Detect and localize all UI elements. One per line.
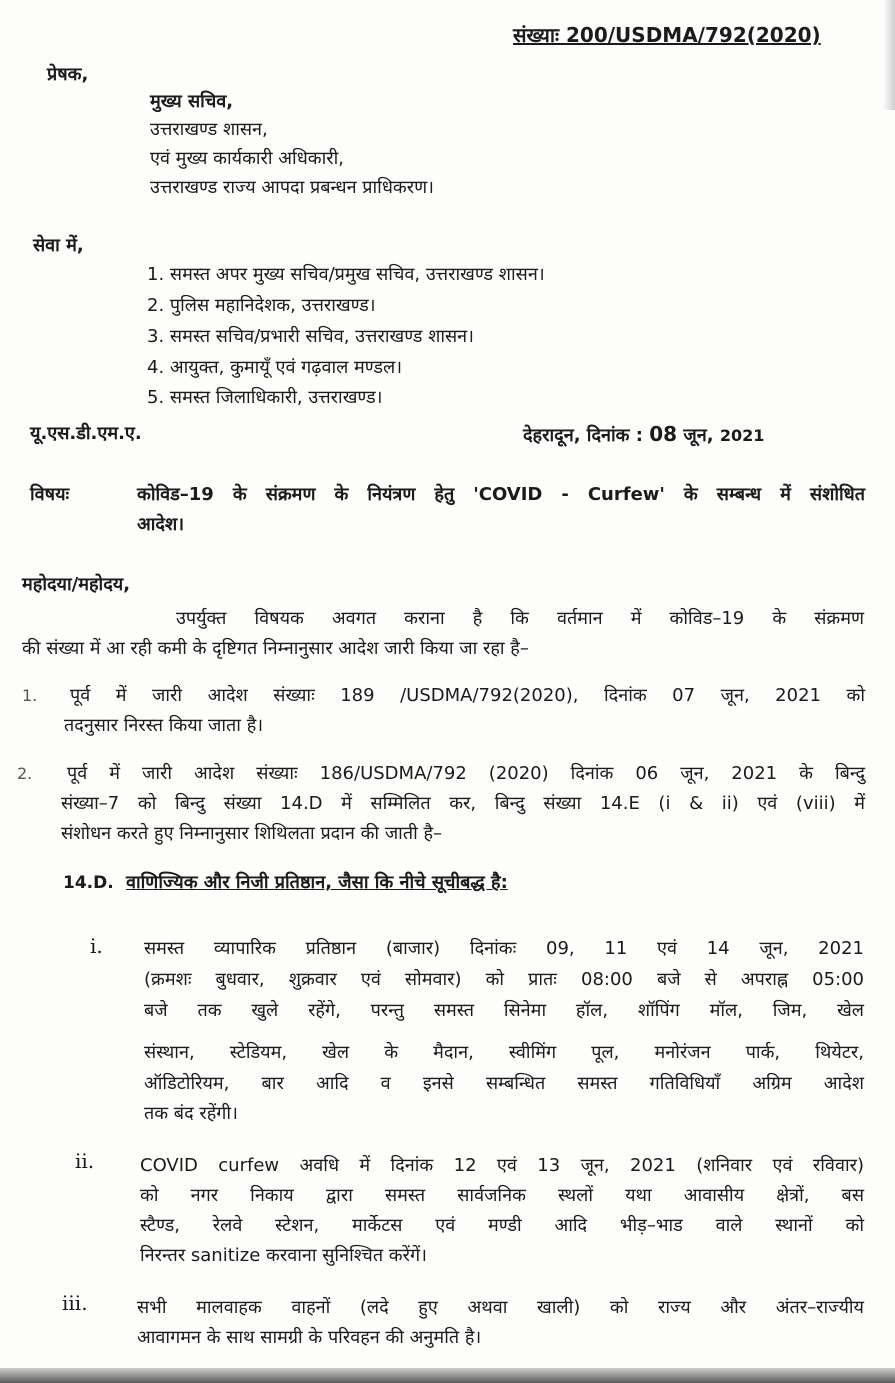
sender-title: मुख्य सचिव, [150,91,234,112]
item-line: (क्रमशः बुधवार, शुक्रवार एवं सोमवार) को प्रातः 08:00 बजे से अपराह्न 05:00 [144,969,864,990]
reference-number: संख्याः 200/USDMA/792(2020) [513,23,821,47]
item-line: ऑडिटोरियम, बार आदि व इनसे सम्बन्धित समस्त गतिविधियाँ अग्रिम आदेश [144,1073,864,1094]
section-heading [63,871,508,895]
item-line: तक बंद रहेंगी। [144,1103,238,1124]
date-day: 08 [649,422,678,446]
recipient-item: 3. समस्त सचिव/प्रभारी सचिव, उत्तराखण्ड शासन। [147,326,474,347]
intro-line: की संख्या में आ रही कमी के दृष्टिगत निम्नानुसार आदेश जारी किया जा रहा है– [22,638,529,659]
section-title: वाणिज्यिक और निजी प्रतिष्ठान, जैसा कि नीचे सूचीबद्ध है: [125,872,508,893]
point-line: संशोधन करते हुए निम्नानुसार शिथिलता प्रदान की जाती है– [61,823,443,844]
point-line: पूर्व में जारी आदेश संख्याः 186/USDMA/792 (2020) दिनांक 06 जून, 2021 के बिन्दु [67,763,865,784]
item-numeral: ii. [75,1149,95,1173]
place-date [523,423,764,447]
item-line: को नगर निकाय द्वारा समस्त सार्वजनिक स्थलों यथा आवासीय क्षेत्रों, बस [140,1185,864,1206]
date-year: 2021 [719,426,765,445]
item-line: संस्थान, स्टेडियम, खेल के मैदान, स्वीमिंग पूल, मनोरंजन पार्क, थियेटर, [144,1042,864,1063]
section-number: 14.D. [63,873,114,893]
date-month: जून, [683,425,714,446]
item-numeral: i. [90,934,103,958]
department-code: यू.एस.डी.एम.ए. [30,423,142,444]
recipient-item: 5. समस्त जिलाधिकारी, उत्तराखण्ड। [147,387,383,408]
intro-line: उपर्युक्त विषयक अवगत कराना है कि वर्तमान में कोविड–19 के संक्रमण [176,608,864,629]
sender-line: उत्तराखण्ड शासन, [150,119,268,140]
place-date-prefix: देहरादून, दिनांक : [523,425,643,446]
subject-line: कोविड–19 के संक्रमण के नियंत्रण हेतु 'COVID - Curfew' के सम्बन्ध में संशोधित [137,484,865,505]
point-line: तदनुसार निरस्त किया जाता है। [64,715,264,736]
point-number: 2. [17,764,33,783]
from-label: प्रेषक, [47,64,89,85]
item-numeral: iii. [62,1291,88,1315]
recipient-item: 1. समस्त अपर मुख्य सचिव/प्रमुख सचिव, उत्तराखण्ड शासन। [147,264,545,285]
item-line: आवागमन के साथ सामग्री के परिवहन की अनुमति है। [137,1327,482,1348]
point-number: 1. [22,686,38,705]
subject-label: विषयः [30,484,70,505]
page-edge-shadow [883,0,895,110]
recipient-item: 4. आयुक्त, कुमायूँ एवं गढ़वाल मण्डल। [147,357,403,378]
item-line: सभी मालवाहक वाहनों (लदे हुए अथवा खाली) को राज्य और अंतर–राज्यीय [137,1297,864,1318]
recipient-item: 2. पुलिस महानिदेशक, उत्तराखण्ड। [147,295,376,316]
sender-line: उत्तराखण्ड राज्य आपदा प्रबन्धन प्राधिकरण। [150,177,434,198]
to-label: सेवा में, [33,235,84,256]
item-line: निरन्तर sanitize करवाना सुनिश्चित करेंगें। [140,1245,427,1266]
page-bottom-shadow [0,1368,895,1383]
subject-line: आदेश। [137,514,185,535]
item-line: COVID curfew अवधि में दिनांक 12 एवं 13 जून, 2021 (शनिवार एवं रविवार) [140,1155,864,1176]
salutation: महोदया/महोदय, [22,574,131,595]
item-line: समस्त व्यापारिक प्रतिष्ठान (बाजार) दिनांकः 09, 11 एवं 14 जून, 2021 [144,938,864,959]
item-line: बजे तक खुले रहेंगे, परन्तु समस्त सिनेमा हॉल, शॉपिंग मॉल, जिम, खेल [144,1000,864,1021]
item-line: स्टैण्ड, रेलवे स्टेशन, मार्केटस एवं मण्डी आदि भीड़–भाड वाले स्थानों को [140,1215,864,1236]
point-line: संख्या–7 को बिन्दु संख्या 14.D में सम्मिलित कर, बिन्दु संख्या 14.E (i & ii) एवं (viii) में [61,793,865,814]
point-line: पूर्व में जारी आदेश संख्याः 189 /USDMA/792(2020), दिनांक 07 जून, 2021 को [70,685,865,706]
sender-line: एवं मुख्य कार्यकारी अधिकारी, [150,148,345,169]
